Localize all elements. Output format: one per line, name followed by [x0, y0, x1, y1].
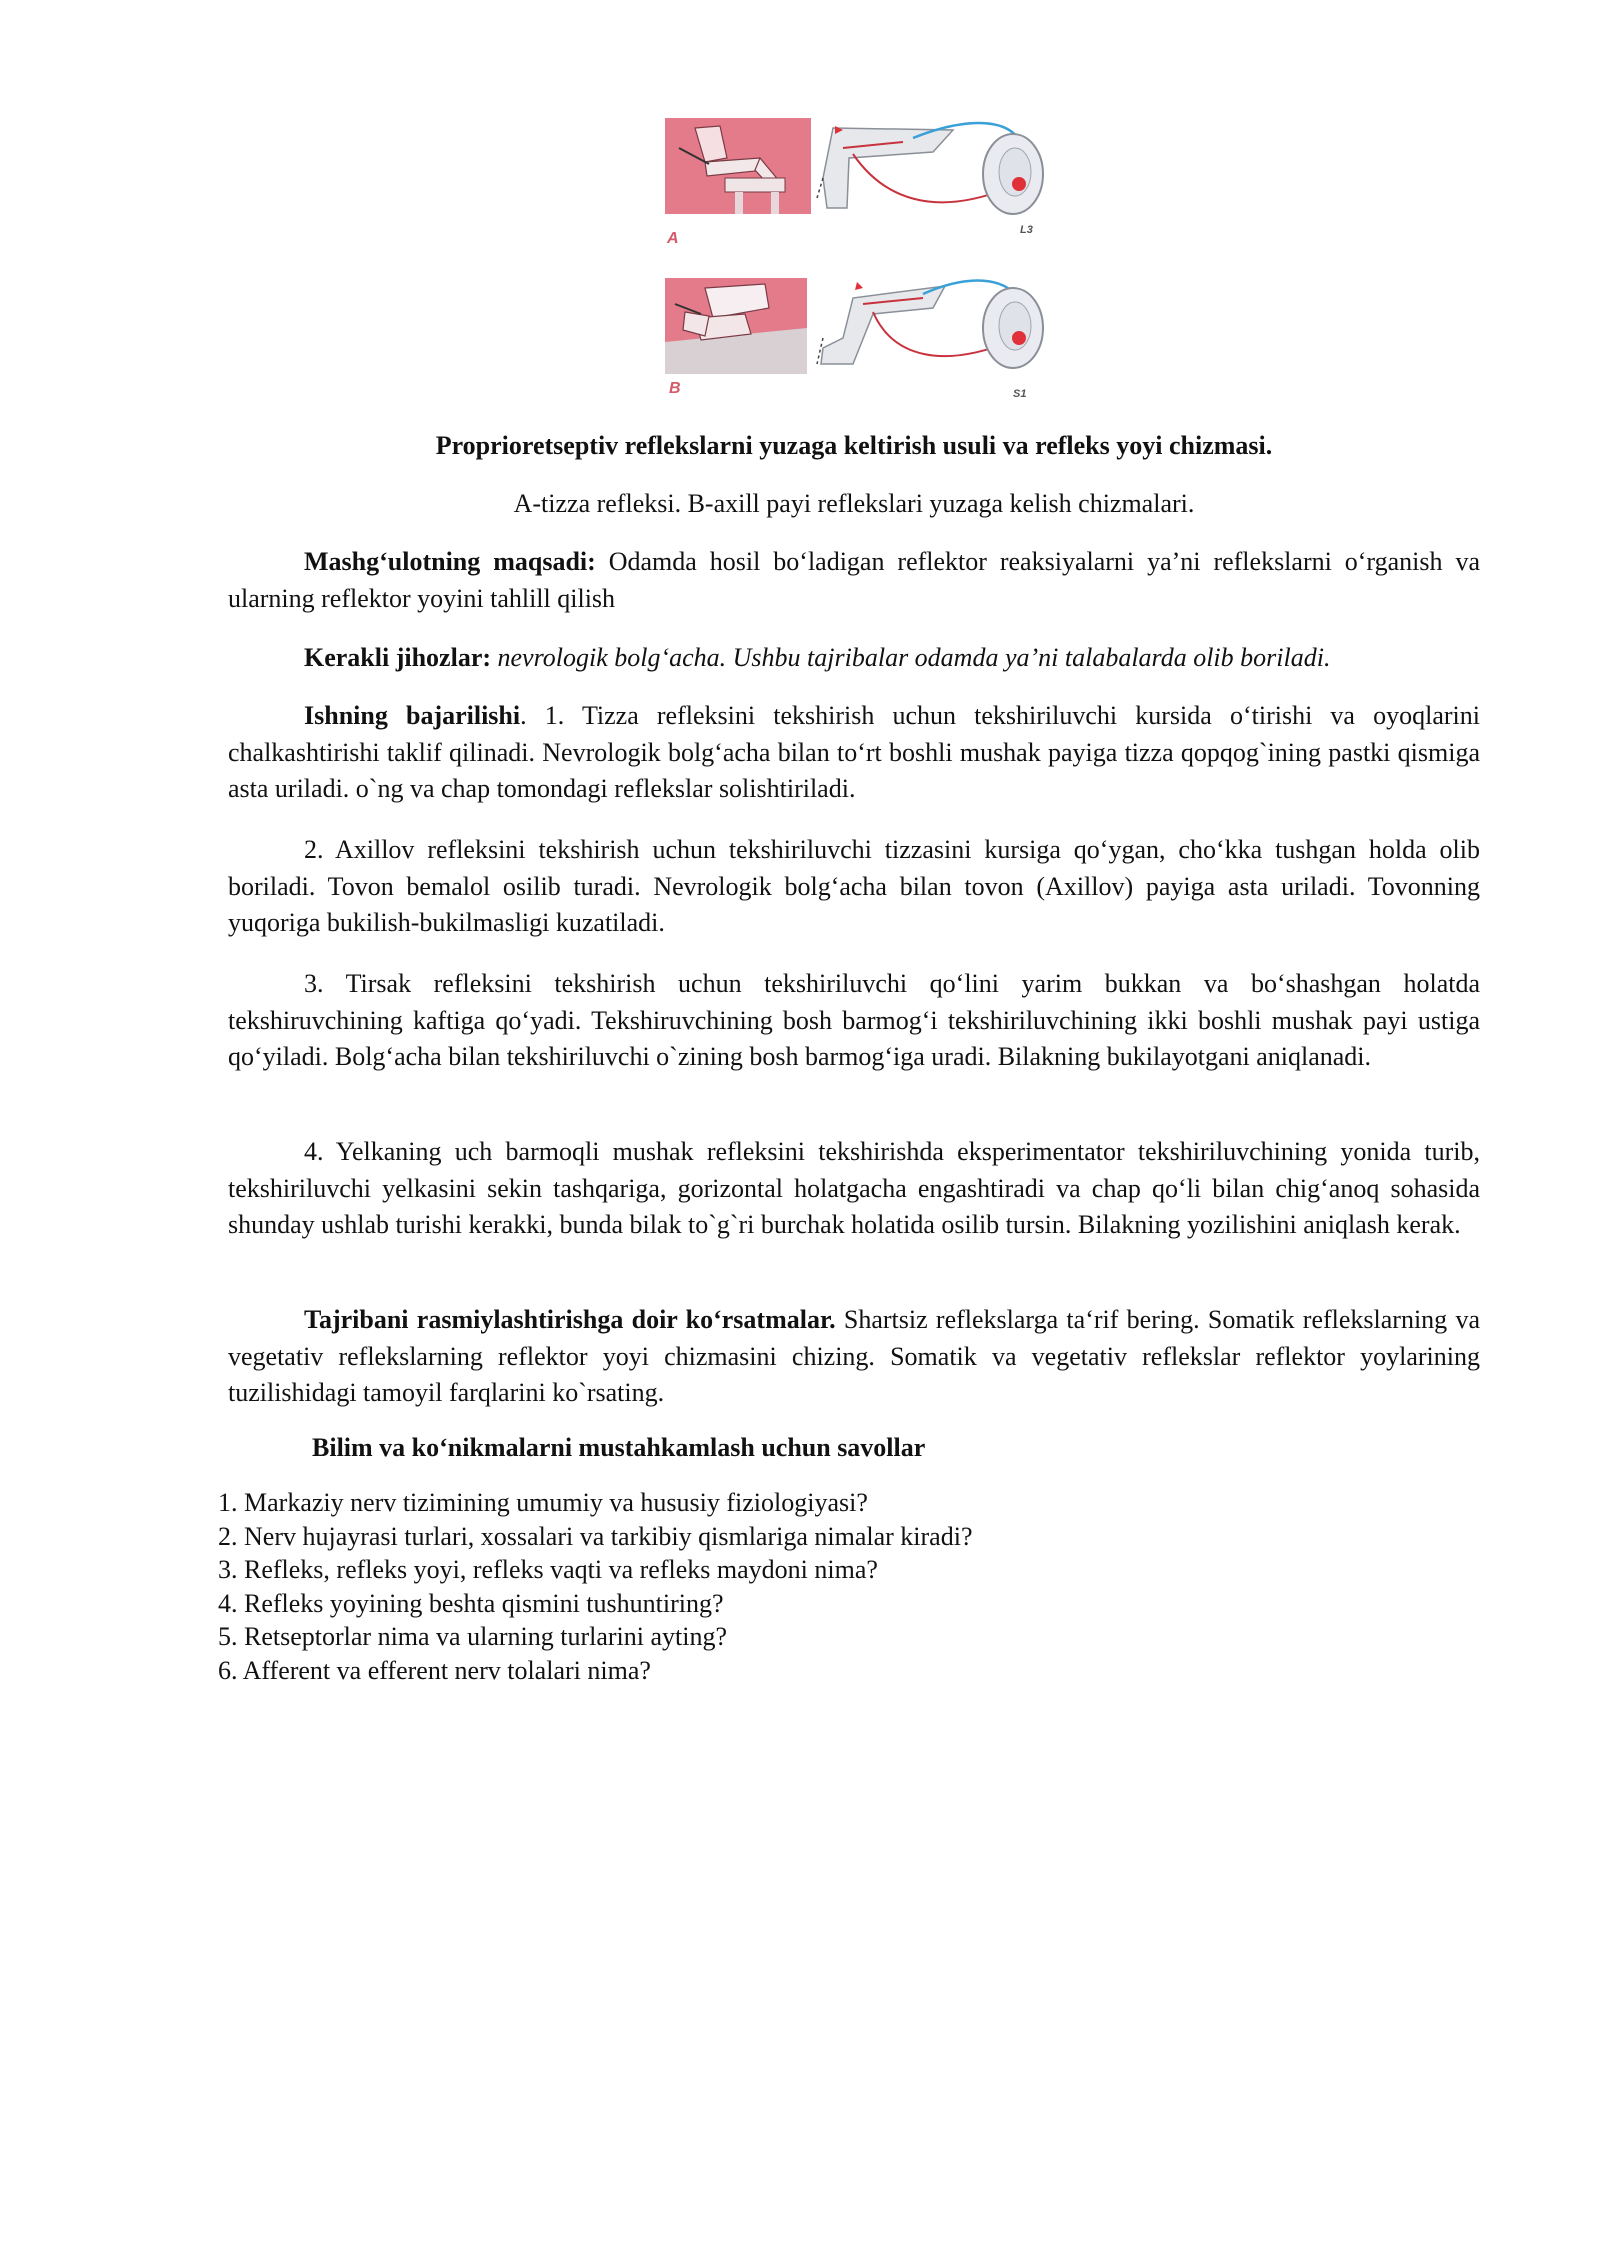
questions-list [218, 1486, 972, 1687]
question-item: 4. Refleks yoyining beshta qismini tushuntiring? [218, 1588, 724, 1618]
procedure-paragraph-4: 4. Yelkaning uch barmoqli mushak refleksini tekshirishda eksperimentator tekshiriluvchining yonida turib, tekshiriluvchi yelkasini sekin tashqariga, gorizontal holatgacha engashtiradi va chap qo‘li bilan chig‘anoq sohasida shunday ushlab turishi kerakki, bunda bilak to`g`ri burchak holatida osilib tursin. Bilakning yozilishini aniqlash kerak. [228, 1137, 1480, 1239]
figure-label-b: B [669, 380, 681, 397]
segment-label-top: L3 [1020, 224, 1033, 236]
guidelines-paragraph [228, 1302, 1480, 1412]
procedure-label: Ishning bajarilishi [304, 701, 521, 730]
question-item: 5. Retseptorlar nima va ularning turlarini ayting? [218, 1622, 728, 1651]
purpose-label: Mashg‘ulotning maqsadi: [304, 547, 596, 576]
question-item: 3. Refleks, refleks yoyi, refleks vaqti va refleks maydoni nima? [218, 1555, 878, 1584]
figure-caption-subtitle: A-tizza refleksi. B-axill payi reflekslari yuzaga kelish chizmalari. [513, 489, 1195, 518]
equipment-label: Kerakli jihozlar: [304, 643, 492, 672]
figure-label-a: A [667, 230, 679, 247]
question-item: 6. Afferent va efferent nerv tolalari nima? [218, 1655, 651, 1685]
questions-heading: Bilim va ko‘nikmalarni mustahkamlash uchun savollar [312, 1433, 926, 1462]
knee-reflex-arc-diagram [813, 118, 1045, 238]
equipment-paragraph [228, 640, 1480, 677]
question-item: 2. Nerv hujayrasi turlari, xossalari va tarkibiy qismlariga nimalar kiradi? [218, 1521, 973, 1551]
procedure-step-1: . 1. Tizza refleksini tekshirish uchun tekshiriluvchi kursida o‘tirishi va oyoqlarini chalkashtirishi taklif qilinadi. Nevrologik bolg‘acha bilan to‘rt boshli mushak payiga tizza qopqog`ining pastki qismiga asta uriladi. o`ng va chap tomondagi reflekslar solishtiriladi. [228, 701, 1480, 803]
procedure-paragraph-3: 3. Tirsak refleksini tekshirish uchun tekshiriluvchi qo‘lini yarim bukkan va bo‘shashgan holatda tekshiruvchining kaftiga qo‘yadi. Tekshiruvchining bosh barmog‘i tekshiriluvchining ikki boshli mushak payi ustiga qo‘yiladi. Bolg‘acha bilan tekshiriluvchi o`zining bosh barmog‘iga uradi. Bilakning bukilayotgani aniqlanadi. [228, 969, 1480, 1071]
purpose-text: Odamda hosil bo‘ladigan reflektor reaksiyalarni ya’ni reflekslarni o‘rganish va ularning reflektor yoyini tahlill qilish [228, 547, 1480, 613]
procedure-paragraph-2: 2. Axillov refleksini tekshirish uchun tekshiriluvchi tizzasini kursiga qo‘ygan, cho‘kka tushgan holda olib boriladi. Tovon bemalol osilib turadi. Nevrologik bolg‘acha bilan tovon (Axillov) payiga asta uriladi. Tovonning yuqoriga bukilish-bukilmasligi kuzatiladi. [228, 835, 1480, 937]
question-item: 1. Markaziy nerv tizimining umumiy va hususiy fiziologiyasi? [218, 1488, 868, 1517]
guidelines-text: Shartsiz reflekslarga ta‘rif bering. Somatik reflekslarning va vegetativ reflekslarning reflektor yoyi chizmasini chizing. Somatik va vegetativ reflekslar reflektor yoylarining tuzilishidagi tamoyil farqlarini ko`rsating. [228, 1305, 1480, 1407]
reflex-figure [665, 118, 1045, 408]
figure-caption-title: Proprioretseptiv reflekslarni yuzaga keltirish usuli va refleks yoyi chizmasi. [435, 431, 1273, 460]
purpose-paragraph [228, 544, 1480, 617]
equipment-text: nevrologik bolg‘acha. Ushbu tajribalar odamda ya’ni talabalarda olib boriladi. [491, 643, 1331, 672]
procedure-paragraph-1 [228, 698, 1480, 808]
achilles-reflex-illustration [665, 278, 807, 374]
achilles-reflex-arc-diagram [813, 268, 1045, 388]
knee-reflex-illustration [665, 118, 811, 214]
segment-label-bottom: S1 [1013, 388, 1027, 400]
guidelines-label: Tajribani rasmiylashtirishga doir ko‘rsatmalar. [304, 1305, 836, 1334]
